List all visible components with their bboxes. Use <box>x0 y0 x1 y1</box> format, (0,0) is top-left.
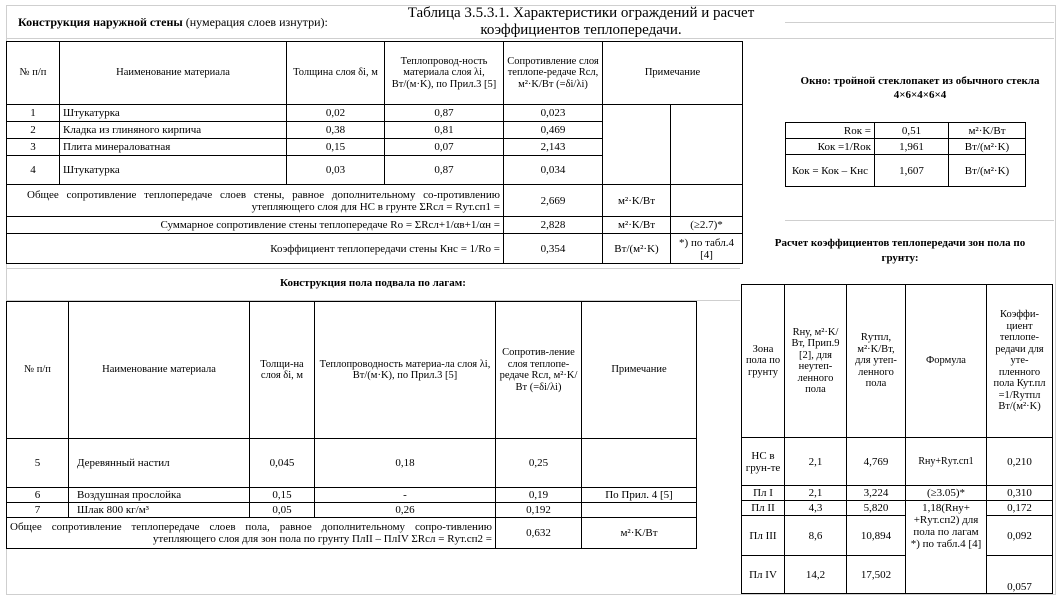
cell-coef: 0,057 <box>987 556 1053 594</box>
cell-coef: 0,310 <box>987 486 1053 501</box>
window-unit: м²·K/Вт <box>949 123 1026 139</box>
cell-rut: 3,224 <box>847 486 906 501</box>
window-title: Окно: тройной стеклопакет из обычного стекла 4×6×4×6×4 <box>800 75 1040 101</box>
cell-thick: 0,045 <box>250 439 315 488</box>
col-cond: Теплопроводность материа-ла слоя λi, Вт/(м·K), по Прил.3 [5] <box>315 302 496 439</box>
cell-name: Плита минераловатная <box>60 139 287 156</box>
window-value: 1,607 <box>875 155 949 187</box>
cell-resist: 0,023 <box>504 105 603 122</box>
cell-zone: Пл III <box>742 516 785 556</box>
cell-resist: 0,192 <box>496 503 582 518</box>
cell-resist: 2,143 <box>504 139 603 156</box>
col-thick: Толщи-на слоя δi, м <box>250 302 315 439</box>
col-note: Примечание <box>582 302 697 439</box>
sum1-unit: м²·K/Вт <box>603 185 671 217</box>
cell-cond: 0,18 <box>315 439 496 488</box>
cell-cond: 0,07 <box>385 139 504 156</box>
cell-zone: НС в грун-те <box>742 438 785 486</box>
cell-rny: 14,2 <box>785 556 847 594</box>
col-name: Наименование материала <box>69 302 250 439</box>
sum2-label: Суммарное сопротивление стены теплопередаче Ro = ΣRсл+1/αв+1/αн = <box>7 217 504 234</box>
cell-resist: 0,034 <box>504 156 603 185</box>
wall-heading-rest: (нумерация слоев изнутри): <box>182 15 328 29</box>
cell-formula: (≥3.05)* <box>906 486 987 501</box>
cell-name: Штукатурка <box>60 105 287 122</box>
cell-resist: 0,25 <box>496 439 582 488</box>
cell-formula: Rну+Rут.сп1 <box>906 438 987 486</box>
cell-name: Деревянный настил <box>69 439 250 488</box>
col-resist: Сопротивление слоя теплопе-редаче Rсл, м²·K/Вт (=δi/λi) <box>504 42 603 105</box>
cell-note: По Прил. 4 [5] <box>582 488 697 503</box>
col-zone: Зона пола по грунту <box>742 285 785 438</box>
cell-coef: 0,172 <box>987 501 1053 516</box>
cell-resist: 0,469 <box>504 122 603 139</box>
zones-table <box>741 284 1053 594</box>
grid-line <box>785 220 1054 221</box>
sum2-value: 2,828 <box>504 217 603 234</box>
coef-unit: Вт/(м²·K) <box>603 234 671 264</box>
cell-note-2 <box>671 105 743 185</box>
window-value: 1,961 <box>875 139 949 155</box>
cell-rut: 10,894 <box>847 516 906 556</box>
sum1-note <box>671 185 743 217</box>
sum2-unit: м²·K/Вт <box>603 217 671 234</box>
grid-line <box>6 268 740 269</box>
col-name: Наименование материала <box>60 42 287 105</box>
window-label: Rок = <box>786 123 875 139</box>
cell-num: 2 <box>7 122 60 139</box>
cell-name: Воздушная прослойка <box>69 488 250 503</box>
cell-rny: 8,6 <box>785 516 847 556</box>
cell-cond: - <box>315 488 496 503</box>
cell-note <box>582 439 697 488</box>
cell-zone: Пл II <box>742 501 785 516</box>
cell-formula-merged: 1,18(Rну+ +Rут.сп2) для пола по лагам *) по табл.4 [4] <box>906 501 987 594</box>
cell-thick: 0,15 <box>250 488 315 503</box>
cell-num: 1 <box>7 105 60 122</box>
cell-name: Шлак 800 кг/м³ <box>69 503 250 518</box>
cell-name: Штукатурка <box>60 156 287 185</box>
window-label: Кок = Кок – Кнс <box>786 155 875 187</box>
wall-heading <box>18 15 328 30</box>
coef-note: *) по табл.4 [4] <box>671 234 743 264</box>
cell-cond: 0,26 <box>315 503 496 518</box>
col-cond: Теплопровод-ность материала слоя λi, Вт/(м·K), по Прил.3 [5] <box>385 42 504 105</box>
col-resist: Сопротив-ление слоя теплопе-редаче Rсл, м²·K/Вт (=δi/λi) <box>496 302 582 439</box>
cell-rny: 4,3 <box>785 501 847 516</box>
sum1-label: Общее сопротивление теплопередаче слоев стены, равное дополнительному со-противлению утепляющего слоя для НС в грунте ΣRсл = Rут.сп1 = <box>7 185 504 217</box>
cell-rny: 2,1 <box>785 486 847 501</box>
coef-value: 0,354 <box>504 234 603 264</box>
cell-num: 5 <box>7 439 69 488</box>
window-label: Кок =1/Rок <box>786 139 875 155</box>
cell-coef: 0,092 <box>987 516 1053 556</box>
cell-cond: 0,87 <box>385 105 504 122</box>
cell-note <box>582 503 697 518</box>
col-rut: Rутпл, м²·K/Вт, для утеп-ленного пола <box>847 285 906 438</box>
cell-zone: Пл I <box>742 486 785 501</box>
grid-line <box>785 22 1054 23</box>
cell-thick: 0,03 <box>287 156 385 185</box>
col-thick: Толщина слоя δi, м <box>287 42 385 105</box>
cell-coef: 0,210 <box>987 438 1053 486</box>
cell-resist: 0,19 <box>496 488 582 503</box>
cell-rut: 5,820 <box>847 501 906 516</box>
coef-label: Коэффициент теплопередачи стены Кнс = 1/Ro = <box>7 234 504 264</box>
cell-thick: 0,38 <box>287 122 385 139</box>
floor-sum-value: 0,632 <box>496 518 582 549</box>
cell-thick: 0,15 <box>287 139 385 156</box>
col-note: Примечание <box>603 42 743 105</box>
cell-thick: 0,05 <box>250 503 315 518</box>
window-unit: Вт/(м²·K) <box>949 139 1026 155</box>
floor-heading: Конструкция пола подвала по лагам: <box>280 277 466 289</box>
table-title: Таблица 3.5.3.1. Характеристики ограждений и расчет коэффициентов теплопередачи. <box>407 5 755 38</box>
cell-rut: 17,502 <box>847 556 906 594</box>
cell-name: Кладка из глиняного кирпича <box>60 122 287 139</box>
wall-heading-bold: Конструкция наружной стены <box>18 15 183 29</box>
floor-sum-label: Общее сопротивление теплопередаче слоев пола, равное дополнительному сопро-тивлению утепляющего слоя для зон пола по грунту ПлII – ПлIV ΣRсл = Rут.сп2 = <box>7 518 496 549</box>
cell-num: 4 <box>7 156 60 185</box>
sum2-note: (≥2.7)* <box>671 217 743 234</box>
cell-num: 7 <box>7 503 69 518</box>
col-num: № п/п <box>7 302 69 439</box>
window-table <box>785 122 1026 187</box>
cell-rut: 4,769 <box>847 438 906 486</box>
cell-note <box>603 105 671 185</box>
floor-sum-unit: м²·K/Вт <box>582 518 697 549</box>
sum1-value: 2,669 <box>504 185 603 217</box>
col-formula: Формула <box>906 285 987 438</box>
cell-zone: Пл IV <box>742 556 785 594</box>
cell-cond: 0,81 <box>385 122 504 139</box>
col-num: № п/п <box>7 42 60 105</box>
window-value: 0,51 <box>875 123 949 139</box>
col-rny: Rну, м²·K/Вт, Прип.9 [2], для неутеп-ленного пола <box>785 285 847 438</box>
window-unit: Вт/(м²·K) <box>949 155 1026 187</box>
floor-table <box>6 301 697 549</box>
zones-title: Расчет коэффициентов теплопередачи зон пола по грунту: <box>774 237 1026 264</box>
cell-num: 3 <box>7 139 60 156</box>
cell-rny: 2,1 <box>785 438 847 486</box>
wall-table <box>6 41 743 264</box>
cell-cond: 0,87 <box>385 156 504 185</box>
cell-thick: 0,02 <box>287 105 385 122</box>
col-coef: Коэффи-циент теплопе-редачи для уте-пленного пола Кут.пл =1/Rутпл Вт/(м²·K) <box>987 285 1053 438</box>
cell-num: 6 <box>7 488 69 503</box>
